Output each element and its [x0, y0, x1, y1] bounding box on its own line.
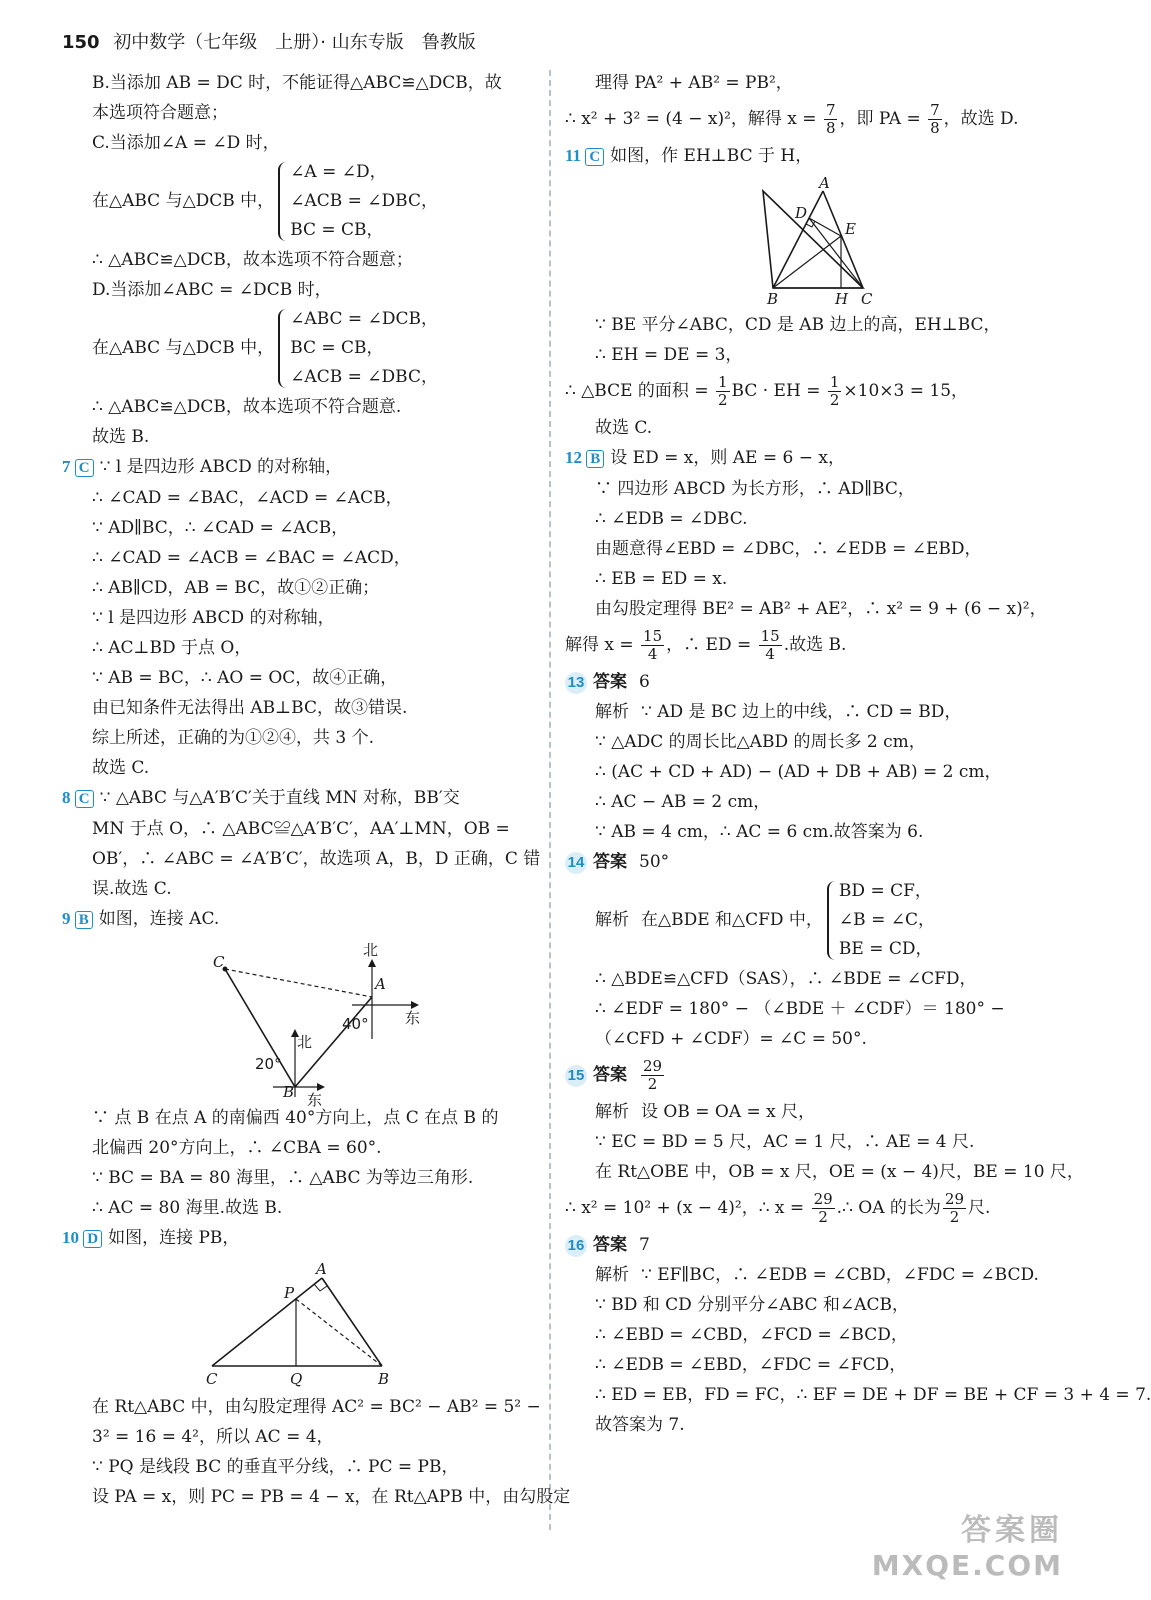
text-span: ∵ l 是四边形 ABCD 的对称轴， — [99, 457, 343, 477]
label-e: E — [844, 220, 856, 238]
question-12 — [565, 443, 1060, 474]
brace — [827, 881, 835, 960]
text-line: D.当添加∠ABC = ∠DCB 时， — [92, 280, 332, 300]
label-p: P — [284, 1284, 295, 1302]
label-a: A — [375, 975, 386, 993]
text-span: 在△ABC 与△DCB 中， — [92, 191, 275, 211]
segment-be — [773, 236, 841, 288]
angle-label: 40° — [342, 1015, 369, 1033]
answer-label: 答案 — [593, 1065, 627, 1085]
text-line: ∴ ∠EDF = 180° − （∠BDE ＋ ∠CDF）＝ 180° − — [595, 999, 1005, 1019]
text-line: ∵ AD∥BC，∴ ∠CAD = ∠ACB， — [92, 518, 349, 538]
text-line: ∵ BD 和 CD 分别平分∠ABC 和∠ACB， — [595, 1295, 909, 1315]
question-number: 11 C — [565, 141, 604, 172]
watermark-line: 答案圈 — [961, 1513, 1063, 1548]
text-line: ∴ ED = EB，FD = FC，∴ EF = DE + DF = BE + CF = 3 + 4 = 7. — [595, 1385, 1151, 1405]
text-line: 解析 ∵ EF∥BC，∴ ∠EDB = ∠CBD，∠FDC = ∠BCD. — [595, 1265, 1039, 1285]
text-line: ∴ ∠EBD = ∠CBD，∠FCD = ∠BCD， — [595, 1325, 908, 1345]
text-line: 解得 x = $\frac{15}{4}$ ，∴ ED = $\frac{15}{4}$ .故选 B. — [565, 627, 847, 663]
question-number: 7 C — [62, 452, 94, 483]
brace-group — [274, 158, 438, 245]
text-line: ∵ AB = BC，∴ AO = OC，故④正确， — [92, 668, 398, 688]
segment-ab — [322, 1278, 382, 1366]
text-line: 故选 C. — [595, 418, 653, 438]
solution-label: 解析 — [595, 1265, 629, 1285]
segment-de — [809, 218, 841, 236]
segment-ca — [212, 1278, 322, 1366]
question-number: 9 B — [62, 904, 93, 935]
text-line: OB′，∴ ∠ABC = ∠A′B′C′，故选项 A，B，D 正确，C 错 — [92, 849, 541, 869]
text-line: ∵ 四边形 ABCD 为长方形，∴ AD∥BC， — [595, 479, 915, 499]
text-line: ∴ (AC + CD + AD) − (AD + DB + AB) = 2 cm， — [595, 762, 1002, 782]
right-angle-mark — [314, 1284, 327, 1291]
segment-pb-dashed — [296, 1299, 382, 1366]
text-span: 如图，连接 AC. — [98, 909, 220, 929]
text-line: ∵ BE 平分∠ABC，CD 是 AB 边上的高，EH⊥BC， — [595, 315, 1001, 335]
equation: ∠ABC = ∠DCB， — [290, 309, 438, 329]
watermark — [872, 1505, 1063, 1582]
answer-badge: C — [75, 790, 94, 808]
fraction: $\frac{7}{8}$ — [825, 101, 836, 137]
answer-badge: B — [586, 450, 604, 468]
triangle-diagram — [172, 1258, 432, 1388]
answer-label: 答案 — [593, 852, 627, 872]
text-line: 故选 C. — [92, 758, 150, 778]
question-9 — [62, 904, 542, 935]
text-line: ∵ AB = 4 cm，∴ AC = 6 cm.故答案为 6. — [595, 822, 924, 842]
fraction: $\frac{1}{2}$ — [717, 373, 728, 409]
answer-label: 答案 — [593, 672, 627, 692]
text-line: （∠CFD + ∠CDF）= ∠C = 50°. — [595, 1029, 867, 1049]
answer-badge: C — [75, 459, 94, 477]
equation-system: 解析 在△BDE 和△CFD 中， BD = CF， ∠B = ∠C， BE = CD， — [565, 877, 1060, 964]
label-north: 北 — [297, 1033, 313, 1051]
answer-badge: C — [585, 148, 604, 166]
segment-ca-dashed — [225, 969, 372, 997]
fraction: $\frac{15}{4}$ — [760, 627, 780, 663]
solution-label: 解析 — [595, 1102, 629, 1122]
text-line: C.当添加∠A = ∠D 时， — [92, 133, 280, 153]
book-title: 初中数学（七年级 上册）· 山东专版 鲁教版 — [113, 32, 476, 53]
text-line: ∴ △BDE≌△CFD（SAS），∴ ∠BDE = ∠CFD， — [595, 969, 977, 989]
text-line: ∵ △ADC 的周长比△ABD 的周长多 2 cm， — [595, 732, 926, 752]
question-16 — [565, 1230, 1060, 1260]
page-header — [62, 28, 476, 58]
fraction: $\frac{7}{8}$ — [930, 101, 940, 137]
page-number: 150 — [62, 32, 100, 53]
equation: BC = CB， — [290, 220, 384, 240]
text-line: ∴ AC⊥BD 于点 O， — [92, 638, 252, 658]
label-a: A — [818, 174, 830, 192]
east-arrow-b — [317, 1083, 325, 1091]
text-line: ∴ AC − AB = 2 cm， — [595, 792, 771, 812]
question-7 — [62, 452, 542, 483]
question-8 — [62, 783, 542, 814]
label-north: 北 — [363, 941, 379, 959]
triangle-diagram — [713, 176, 913, 306]
equation-system — [62, 305, 542, 392]
text-line: 在 Rt△ABC 中，由勾股定理得 AC² = BC² − AB² = 5² − — [92, 1397, 541, 1417]
text-span: 设 ED = x，则 AE = 6 − x， — [610, 448, 845, 468]
question-number-badge: 15 — [565, 1065, 587, 1087]
text-line: 3² = 16 = 4²，所以 AC = 4， — [92, 1427, 334, 1447]
text-line: 理得 PA² + AB² = PB²， — [595, 73, 793, 93]
text-line: 故答案为 7. — [595, 1415, 685, 1435]
text-line: ∴ x² = 10² + (x − 4)²，∴ x = $\frac{29}{2}$ .∴ OA 的长为 $\frac{29}{2}$ 尺. — [565, 1190, 991, 1226]
answer-label: 答案 — [593, 1235, 627, 1255]
label-c: C — [213, 953, 225, 971]
text-line: ∴ EB = ED = x. — [595, 569, 728, 589]
label-a: A — [316, 1260, 327, 1278]
answer-value: 50° — [639, 852, 670, 872]
answer-value: 7 — [639, 1235, 650, 1255]
question-number: 8 C — [62, 783, 94, 814]
label-b: B — [283, 1083, 295, 1101]
question-number: 12 B — [565, 443, 604, 474]
text-line: 故选 B. — [92, 427, 150, 447]
text-line: 由已知条件无法得出 AB⊥BC，故③错误. — [92, 698, 408, 718]
label-c: C — [206, 1370, 218, 1388]
equation: BC = CB， — [290, 338, 384, 358]
question-10 — [62, 1223, 542, 1254]
solution-label: 解析 — [595, 702, 629, 722]
label-b: B — [378, 1370, 390, 1388]
text-line: ∵ PQ 是线段 BC 的垂直平分线，∴ PC = PB， — [92, 1457, 459, 1477]
text-line: 本选项符合题意； — [92, 103, 228, 123]
text-line: ∴ ∠EDB = ∠DBC. — [595, 509, 748, 529]
watermark-line: MXQE.COM — [871, 1549, 1063, 1582]
question-number-badge: 16 — [565, 1235, 587, 1257]
left-column — [62, 68, 571, 1512]
text-span: 在△ABC 与△DCB 中， — [92, 338, 275, 358]
answer-fraction: $\frac{29}{2}$ — [643, 1057, 663, 1093]
triangle-abc — [763, 191, 863, 288]
label-b: B — [766, 290, 778, 308]
text-line: ∴ AB∥CD，AB = BC，故①②正确； — [92, 578, 380, 598]
text-line: ∴ ∠EDB = ∠EBD，∠FDC = ∠FCD， — [595, 1355, 907, 1375]
text-line: ∵ EC = BD = 5 尺，AC = 1 尺，∴ AE = 4 尺. — [595, 1132, 975, 1152]
text-line: ∴ ∠CAD = ∠BAC，∠ACD = ∠ACB， — [92, 488, 403, 508]
text-line: 在 Rt△OBE 中，OB = x 尺，OE = (x − 4)尺，BE = 10 尺， — [595, 1162, 1084, 1182]
text-span: ∵ △ABC 与△A′B′C′关于直线 MN 对称，BB′交 — [99, 788, 460, 808]
question-11 — [565, 141, 1060, 172]
text-span: 如图，作 EH⊥BC 于 H， — [610, 146, 813, 166]
text-line: ∵ BC = BA = 80 海里，∴ △ABC 为等边三角形. — [92, 1168, 474, 1188]
question-number: 10 D — [62, 1223, 102, 1254]
label-d: D — [794, 204, 807, 222]
text-line: ∴ EH = DE = 3， — [595, 345, 743, 365]
label-c: C — [860, 290, 872, 308]
question-13 — [565, 667, 1060, 697]
label-h: H — [834, 290, 848, 308]
equation: ∠ACB = ∠DBC， — [290, 191, 438, 211]
text-line: ∴ △ABC≌△DCB，故本选项不符合题意. — [92, 397, 402, 417]
solution-label: 解析 — [595, 910, 629, 930]
label-q: Q — [290, 1370, 303, 1388]
text-line: 解析 ∵ AD 是 BC 边上的中线，∴ CD = BD， — [595, 702, 962, 722]
segment-ac — [823, 191, 863, 288]
equation: ∠A = ∠D， — [290, 162, 387, 182]
equation: ∠B = ∠C， — [838, 910, 935, 930]
text-line: 北偏西 20°方向上，∴ ∠CBA = 60°. — [92, 1138, 382, 1158]
fraction: $\frac{1}{2}$ — [829, 373, 840, 409]
brace-group — [274, 305, 438, 392]
text-line: MN 于点 O，∴ △ABC≌△A′B′C′，AA′⊥MN，OB = — [92, 819, 510, 839]
answer-badge: B — [75, 911, 93, 929]
text-span: 如图，连接 PB， — [108, 1228, 240, 1248]
text-line: 由勾股定理得 BE² = AB² + AE²，∴ x² = 9 + (6 − x)²， — [595, 599, 1047, 619]
question-number-badge: 14 — [565, 852, 587, 874]
label-east: 东 — [307, 1091, 323, 1109]
answer-value: 6 — [639, 672, 650, 692]
text-line: ∴ △ABC≌△DCB，故本选项不符合题意； — [92, 250, 413, 270]
text-line: 综上所述，正确的为①②④，共 3 个. — [92, 728, 375, 748]
bearing-diagram — [177, 939, 427, 1109]
text-line: ∴ x² + 3² = (4 − x)²，解得 x = $\frac{7}{8}$ ，即 PA = $\frac{7}{8}$ ，故选 D. — [565, 101, 1019, 137]
text-line: 设 PA = x，则 PC = PB = 4 − x，在 Rt△APB 中，由勾股定 — [92, 1487, 571, 1507]
text-line: ∴ △BCE 的面积 = $\frac{1}{2}$ BC · EH = $\frac{1}{2}$ ×10×3 = 15， — [565, 373, 969, 409]
equation: ∠ACB = ∠DBC， — [290, 367, 438, 387]
text-line: B.当添加 AB = DC 时，不能证得△ABC≌△DCB，故 — [92, 73, 502, 93]
equation-system — [62, 158, 542, 245]
text-line: ∵ 点 B 在点 A 的南偏西 40°方向上，点 C 在点 B 的 — [92, 1108, 499, 1128]
fraction: $\frac{29}{2}$ — [813, 1190, 833, 1226]
fraction: $\frac{29}{2}$ — [944, 1190, 965, 1226]
right-column — [565, 68, 1151, 1440]
brace — [278, 309, 286, 388]
angle-label: 20° — [255, 1055, 282, 1073]
label-east: 东 — [405, 1009, 421, 1027]
north-arrow-a — [368, 959, 376, 967]
text-line: 误.故选 C. — [92, 879, 172, 899]
answer-badge: D — [83, 1230, 102, 1248]
text-line: ∵ l 是四边形 ABCD 的对称轴， — [92, 608, 335, 628]
brace — [278, 162, 286, 241]
text-line: ∴ ∠CAD = ∠ACB = ∠BAC = ∠ACD， — [92, 548, 411, 568]
text-line: 解析 设 OB = OA = x 尺， — [595, 1102, 816, 1122]
column-divider — [549, 70, 551, 1530]
question-14 — [565, 847, 1060, 877]
fraction: $\frac{15}{4}$ — [643, 627, 663, 663]
question-number-badge: 13 — [565, 672, 587, 694]
question-15 — [565, 1054, 1060, 1097]
text-line: 由题意得∠EBD = ∠DBC，∴ ∠EDB = ∠EBD， — [595, 539, 982, 559]
equation: BD = CF， — [838, 881, 932, 901]
brace-group — [823, 877, 935, 964]
east-arrow-a — [411, 1001, 419, 1009]
equation: BE = CD， — [838, 939, 933, 959]
text-line: ∴ AC = 80 海里.故选 B. — [92, 1198, 283, 1218]
